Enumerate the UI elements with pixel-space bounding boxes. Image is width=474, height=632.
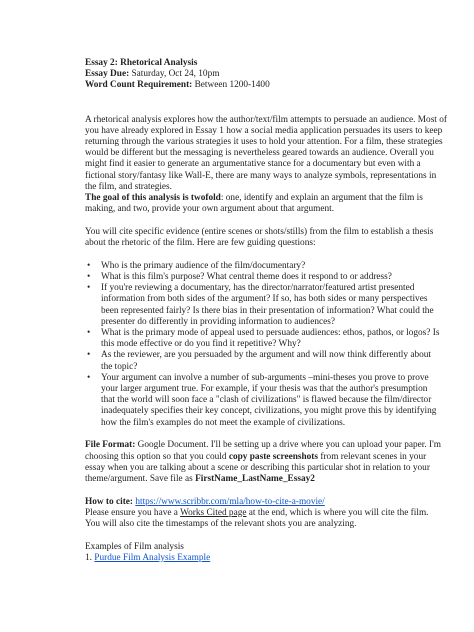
how-to-cite-paragraph: How to cite: https://www.scribbr.com/mla/how-to-cite-a-movie/ Please ensure you have a Works Cited page at the end, which is where you will cite the film. You will also cite the timestamps of the relevant shots you are analyzing. <box>85 496 429 530</box>
essay-title: Essay 2: Rhetorical Analysis <box>85 58 198 68</box>
list-item: • What is this film's purpose? What central theme does it respond to or address? <box>85 272 434 283</box>
file-format-paragraph: File Format: Google Document. I'll be setting up a drive where you can upload your paper. I'm choosing this option so that you could copy paste screenshots from relevant scenes in your essay when you are talking about a scene or describing this particular shot in relation to your theme/argument. Save file as FirstName_LastName_Essay2 <box>85 440 442 484</box>
cite-guide-link[interactable]: https://www.scribbr.com/mla/how-to-cite-a-movie/ <box>135 496 325 507</box>
list-item: • As the reviewer, are you persuaded by the argument and will now think differently about the topic? <box>85 350 434 372</box>
word-count: Word Count Requirement: Between 1200-1400 <box>85 80 270 91</box>
list-item: • If you're reviewing a documentary, has the director/narrator/featured artist presented information from both sides of the argument? If so, has both sides or many perspectives been represented fairly? Is there bias in their presentation of information? What could the presenter do differently in providing information to audiences? <box>85 283 434 328</box>
purdue-example-link[interactable]: Purdue Film Analysis Example <box>94 553 211 564</box>
goal-paragraph: The goal of this analysis is twofold: one, identify and explain an argument that the film is making, and two, provide your own argument about that argument. <box>85 193 423 215</box>
examples-section: Examples of Film analysis 1. Purdue Film Analysis Example <box>85 541 211 564</box>
evidence-paragraph: You will cite specific evidence (entire scenes or shots/stills) from the film to establish a thesis about the rhetoric of the film. Here are few guiding questions: <box>85 226 434 249</box>
list-item: • Who is the primary audience of the film/documentary? <box>85 261 434 272</box>
works-cited-text: Works Cited page <box>180 507 247 518</box>
guiding-questions-list <box>85 260 440 429</box>
list-item: • Your argument can involve a number of sub-arguments –mini-theses you prove to prove your larger argument true. For example, if your thesis was that the author's presumption that the world will soon face a "clash of civilizations" is flawed because the film/director inadequately specifies their key concept, civilizations, you might prove this by identifying how the film's examples do not meet the example of civilizations. <box>85 373 434 429</box>
intro-paragraph: A rhetorical analysis explores how the author/text/film attempts to persuade an audience. Most of you have already explored in Essay 1 how a social media application persuades its users to keep returning through the various strategies it uses to hold your attention. For a film, these strategies would be different but the messaging is nevertheless geared towards an audience. Overall you might find it easier to generate an argumentative stance for a documentary but even with a fictional story/fantasy like Wall-E, there are many ways to analyze symbols, representations in the film, and strategies. <box>85 114 447 192</box>
list-item: • What is the primary mode of appeal used to persuade audiences: ethos, pathos, or logos? Is this mode effective or do you find it repetitive? Why? <box>85 328 434 350</box>
due-date: Essay Due: Saturday, Oct 24, 10pm <box>85 69 220 80</box>
